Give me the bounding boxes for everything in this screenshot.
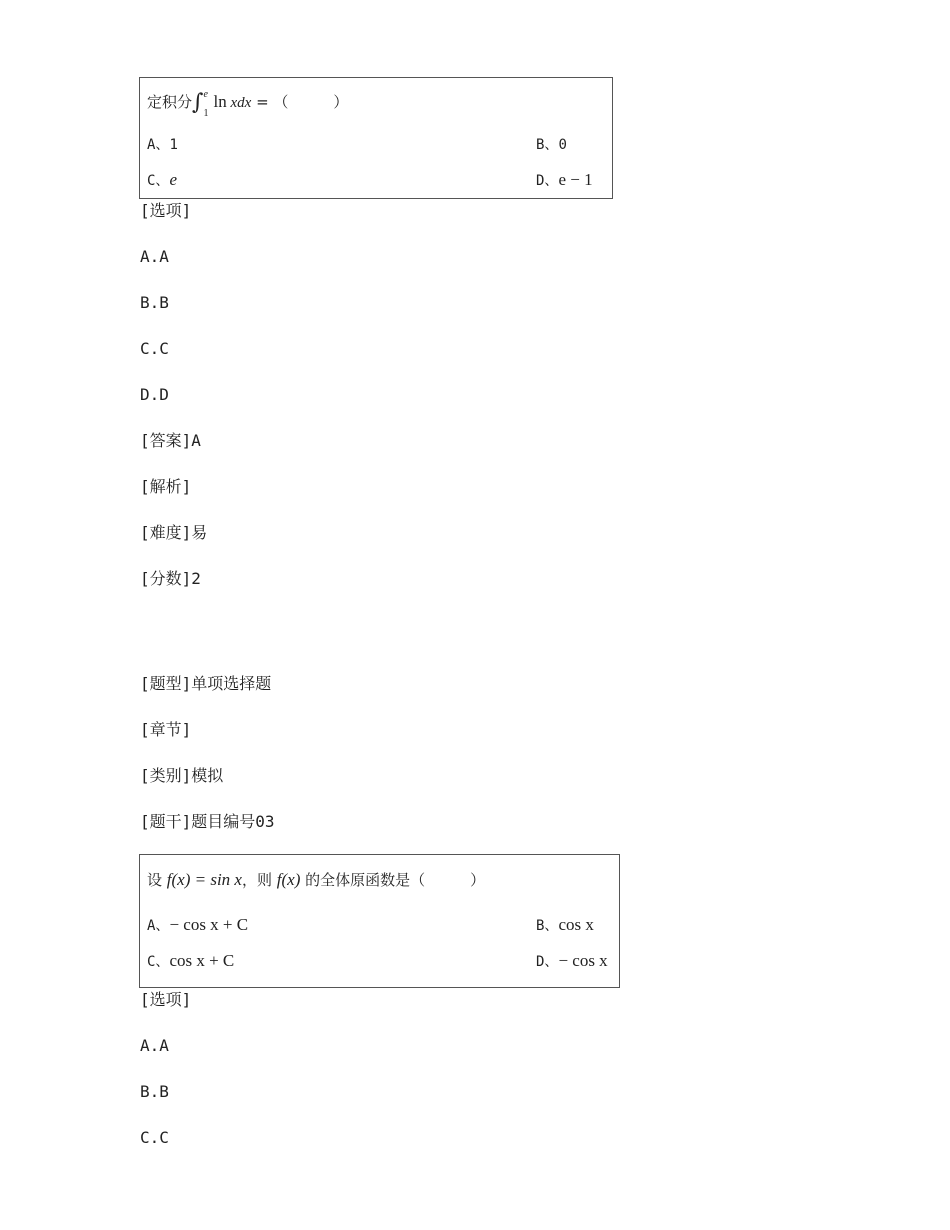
choice-a: A.A [140, 247, 169, 266]
choice-d: D.D [140, 385, 169, 404]
option-label: C、 [147, 954, 170, 970]
question-2-option-d [536, 951, 608, 971]
stem-line: [题干]题目编号03 [140, 812, 275, 831]
question-1-stem [147, 88, 349, 119]
choice-b-2: B.B [140, 1082, 169, 1101]
option-value: cos x + C [169, 951, 235, 970]
option-label: C、 [147, 173, 170, 189]
stem-text: 设 [147, 871, 167, 889]
option-value: − cos x [558, 951, 608, 970]
lower-limit: 1 [203, 107, 209, 119]
category-line: [类别]模拟 [140, 766, 224, 785]
stem-text: ，则 [241, 871, 277, 889]
integrand-ln: ln [213, 92, 227, 111]
choice-a-2: A.A [140, 1036, 169, 1055]
option-value: 0 [558, 137, 567, 153]
question-type-line: [题型]单项选择题 [140, 674, 272, 693]
option-label: B、 [536, 918, 559, 934]
options-heading-2: [选项] [140, 990, 192, 1009]
integral-limits [203, 88, 213, 119]
question-2-option-c [147, 951, 234, 971]
chapter-line: [章节] [140, 720, 192, 739]
option-value: e − 1 [558, 170, 593, 189]
stem-math: f(x) = sin x [166, 870, 242, 889]
question-1-option-a [147, 134, 178, 154]
question-1-option-d [536, 170, 593, 190]
option-value: cos x [558, 915, 594, 934]
options-heading: [选项] [140, 201, 192, 220]
question-1-option-c [147, 170, 177, 190]
choice-b: B.B [140, 293, 169, 312]
option-value: e [169, 170, 177, 189]
option-value: 1 [169, 137, 178, 153]
option-label: B、 [536, 137, 559, 153]
question-2-option-b [536, 915, 594, 935]
choice-c-2: C.C [140, 1128, 169, 1147]
integral-sign: ∫ [192, 90, 204, 115]
stem-text: 定积分 [147, 93, 193, 111]
score-line: [分数]2 [140, 569, 201, 588]
stem-text: 的全体原函数是（ ） [300, 871, 486, 889]
option-label: A、 [147, 137, 170, 153]
upper-limit: e [203, 88, 208, 100]
question-1-box [139, 77, 613, 199]
option-label: D、 [536, 173, 559, 189]
question-2-option-a [147, 915, 248, 935]
option-value: − cos x + C [169, 915, 249, 934]
stem-equals: = （ ） [251, 93, 349, 111]
choice-c: C.C [140, 339, 169, 358]
difficulty-line: [难度]易 [140, 523, 208, 542]
question-1-option-b [536, 134, 567, 154]
option-label: D、 [536, 954, 559, 970]
question-2-stem [147, 869, 485, 890]
analysis-line: [解析] [140, 477, 192, 496]
question-2-box [139, 854, 620, 988]
stem-math: f(x) [276, 870, 301, 889]
integrand-var: xdx [226, 95, 252, 111]
option-label: A、 [147, 918, 170, 934]
answer-line: [答案]A [140, 431, 201, 450]
